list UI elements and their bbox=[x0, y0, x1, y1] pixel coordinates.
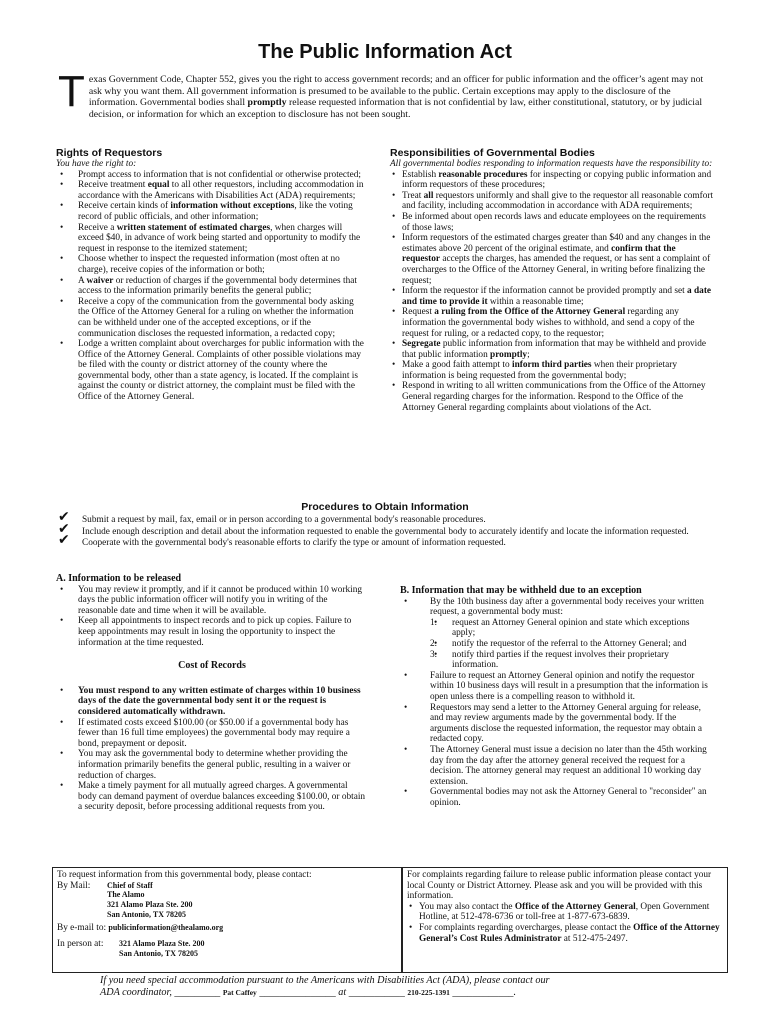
ada-phone: 210-225-1391 bbox=[407, 988, 450, 997]
checkmark-icon: ✔ bbox=[58, 520, 70, 537]
list-item: • Receive a written statement of estimated charges, when charges will exceed $40, in advance of work being started and opportunity to modify the request in response to the itemized statement; bbox=[56, 223, 366, 255]
intro-paragraph bbox=[56, 67, 710, 120]
mail-line: Chief of Staff bbox=[107, 880, 153, 890]
procedures-checklist bbox=[56, 509, 716, 550]
list-item: • A waiver or reduction of charges if the governmental body determines that access to the information primarily benefits the general public; bbox=[56, 276, 366, 297]
intro-text: exas Government Code, Chapter 552, gives you the right to access government records; and an officer for public information and the officer’s agent may not ask why you want them. All government information is presumed to be available to the public. Certain exceptions may apply to the disclosure of the information. Governmental bodies shall bbox=[88, 74, 704, 109]
list-item: • For complaints regarding overcharges, please contact the Office of the Attorney General’s Cost Rules Administrator at 512-475-2497. bbox=[407, 923, 723, 944]
document-title: The Public Information Act bbox=[258, 41, 512, 63]
procedures-heading: Procedures to Obtain Information bbox=[301, 501, 469, 513]
list-item: • Be informed about open records laws and educate employees on the requirements of those laws; bbox=[390, 212, 715, 233]
checkmark-icon: ✔ bbox=[58, 532, 70, 549]
list-item: • You may review it promptly, and if it cannot be produced within 10 working days the public information officer will notify you in writing of the reasonable date and time when it will be available. bbox=[56, 585, 368, 617]
contact-person bbox=[57, 939, 205, 958]
section-a-heading: A. Information to be released bbox=[56, 573, 182, 584]
list-item: • 1. request an Attorney General opinion and state which exceptions apply; bbox=[430, 618, 712, 639]
ada-coordinator: Pat Caffey bbox=[222, 988, 257, 997]
complaints-intro: For complaints regarding failure to release public information please contact your local County or District Attorney. Please ask and you will be provided with this information. bbox=[407, 870, 712, 902]
ada-notice bbox=[100, 975, 700, 999]
rights-heading: Rights of Requestors bbox=[56, 147, 163, 159]
contact-mail bbox=[57, 881, 193, 920]
list-item: • Receive certain kinds of information without exceptions, like the voting record of public officials, and other information; bbox=[56, 201, 366, 222]
rights-subheading: You have the right to: bbox=[56, 159, 137, 169]
list-item: • Receive a copy of the communication from the governmental body asking the Office of the Attorney General for a ruling on whether the information can be withheld under one of the accepted exceptions, or if the communication discloses the requested information, a redacted copy; bbox=[56, 297, 366, 339]
list-item: • Prompt access to information that is not confidential or otherwise protected; bbox=[56, 170, 366, 181]
ada-line-2: ADA coordinator, _________ Pat Caffey _______________ at ___________ 210-225-1391 ____________. bbox=[100, 987, 517, 998]
list-item: • You must respond to any written estimate of charges within 10 business days of the date the governmental body sent it or the request is considered automatically withdrawn. bbox=[56, 686, 368, 718]
list-item: • Respond in writing to all written communications from the Office of the Attorney General regarding charges for the information. Respond to the Office of the Attorney General regarding complaints about violations of the Act. bbox=[390, 381, 715, 413]
list-item: • The Attorney General must issue a decision no later than the 45th working day from the day after the attorney general received the request for a decision. The attorney general may request an additional 10 working day extension. bbox=[400, 745, 712, 787]
list-item: • Inform the requestor if the information cannot be provided promptly and set a date and time to provide it within a reasonable time; bbox=[390, 286, 715, 307]
responsibilities-section bbox=[390, 147, 715, 413]
list-item: • Request a ruling from the Office of the Attorney General regarding any information the governmental body wishes to withhold, and send a copy of the request for ruling, or a redacted copy, to the requestor; bbox=[390, 307, 715, 339]
email-label: By e-mail to: bbox=[57, 923, 107, 934]
list-item: • Choose whether to inspect the requested information (most often at no charge), receive copies of the information or both; bbox=[56, 254, 366, 275]
list-item: ✔ Cooperate with the governmental body's reasonable efforts to clarify the type or amount of information requested. bbox=[58, 532, 506, 549]
responsibilities-heading: Responsibilities of Governmental Bodies bbox=[390, 147, 595, 159]
person-line: 321 Alamo Plaza Ste. 200 bbox=[119, 939, 205, 948]
contact-intro: To request information from this governmental body, please contact: bbox=[57, 870, 312, 880]
mail-line: 321 Alamo Plaza Ste. 200 bbox=[107, 900, 193, 909]
section-a-list bbox=[56, 585, 368, 649]
list-item: • Governmental bodies may not ask the Attorney General to "reconsider" an opinion. bbox=[400, 787, 712, 808]
list-item: • Treat all requestors uniformly and shall give to the requestor all reasonable comfort and facility, including accommodation in accordance with ADA requirements; bbox=[390, 191, 715, 212]
rights-section bbox=[56, 147, 366, 403]
list-item: • Keep all appointments to inspect records and to pick up copies. Failure to keep appointments may result in losing the opportunity to inspect the information at the time requested. bbox=[56, 616, 368, 648]
drop-cap: T bbox=[58, 67, 85, 116]
list-item: ✔ Include enough description and detail about the information requested to enable the governmental body to accurately identify and locate the information requested. bbox=[58, 520, 689, 537]
section-b-list bbox=[400, 597, 712, 809]
section-b-sublist bbox=[430, 618, 712, 671]
section-b-heading: B. Information that may be withheld due to an exception bbox=[400, 585, 642, 596]
contact-box bbox=[52, 867, 402, 973]
list-item: • Lodge a written complaint about overcharges for public information with the Office of the Attorney General. Complaints of other possible violations may be filed with the county or district attorney of the county where the governmental body, other than a state agency, is located. If the complaint is against the county or district attorney, the complaint must be filed with the Office of the Attorney General. bbox=[56, 339, 366, 403]
list-item: • Failure to request an Attorney General opinion and notify the requestor within 10 business days will result in a presumption that the information is open unless there is a compelling reason to withhold it. bbox=[400, 671, 712, 703]
checkmark-icon: ✔ bbox=[58, 509, 70, 525]
mail-line: The Alamo bbox=[107, 890, 145, 900]
responsibilities-list bbox=[390, 170, 715, 414]
email-link[interactable]: publicinformation@thealamo.org bbox=[108, 923, 224, 933]
list-item: ✔ Submit a request by mail, fax, email or in person according to a governmental body's reasonable procedures. bbox=[58, 509, 486, 525]
person-line: San Antonio, TX 78205 bbox=[119, 948, 198, 958]
list-item: • If estimated costs exceed $100.00 (or $50.00 if a governmental body has fewer than 16 full time employees) the governmental body may require a bond, prepayment or deposit. bbox=[56, 718, 368, 750]
rights-list bbox=[56, 170, 366, 403]
list-item: • 2. notify the requestor of the referral to the Attorney General; and bbox=[430, 639, 712, 650]
ada-line-1: If you need special accommodation pursuant to the Americans with Disabilities Act (ADA), please contact our bbox=[100, 975, 550, 986]
list-item: • By the 10th business day after a governmental body receives your written request, a governmental body must: • 1. request an Attorney General opinion and state which exceptions apply; • 2. notify the requestor of the referral to the Attorney General; and • 3. notify third parties if the request involves their proprietary information. bbox=[400, 597, 712, 671]
list-item: • Establish reasonable procedures for inspecting or copying public information and inform requestors of these procedures; bbox=[390, 170, 715, 191]
intro-bold: promptly bbox=[247, 97, 287, 109]
list-item: • Inform requestors of the estimated charges greater than $40 and any changes in the estimates above 20 percent of the original estimate, and confirm that the requestor accepts the charges, has amended the request, or has sent a complaint of overcharges to the Office of the Attorney General, in writing before finalizing the request; bbox=[390, 233, 715, 286]
list-item: • Receive treatment equal to all other requestors, including accommodation in accordance with the Americans with Disabilities Act (ADA) requirements; bbox=[56, 180, 366, 201]
list-item: • Segregate public information from information that may be withheld and provide that public information promptly; bbox=[390, 339, 715, 360]
list-item: • You may ask the governmental body to determine whether providing the information primarily benefits the general public, resulting in a waiver or reduction of charges. bbox=[56, 749, 368, 781]
intro-text-end: release requested information that is not confidential by law, either constitutional, statutory, or by judicial decision, or information for which an exception to disclosure has not been sought. bbox=[88, 97, 703, 120]
list-item: • 3. notify third parties if the request involves their proprietary information. bbox=[430, 650, 712, 671]
cost-heading: Cost of Records bbox=[178, 660, 246, 672]
complaints-list bbox=[407, 902, 723, 944]
list-item: • Make a good faith attempt to inform third parties when their proprietary information is being requested from the governmental body; bbox=[390, 360, 715, 381]
list-item: • Requestors may send a letter to the Attorney General arguing for release, and may review arguments made by the governmental body. If the arguments disclose the requested information, the requestor may obtain a redacted copy. bbox=[400, 703, 712, 745]
mail-line: San Antonio, TX 78205 bbox=[107, 909, 186, 919]
section-b bbox=[400, 586, 712, 808]
cost-list bbox=[56, 686, 368, 813]
responsibilities-subheading: All governmental bodies responding to information requests have the responsibility to: bbox=[390, 159, 713, 169]
section-a bbox=[56, 574, 368, 813]
list-item: • You may also contact the Office of the Attorney General, Open Government Hotline, at 512-478-6736 or toll-free at 1-877-673-6839. bbox=[407, 902, 723, 923]
person-label: In person at: bbox=[57, 939, 104, 949]
list-item: • Make a timely payment for all mutually agreed charges. A governmental body can demand payment of overdue balances exceeding $100.00, or obtain a security deposit, before processing additional requests from you. bbox=[56, 781, 368, 813]
mail-label: By Mail: bbox=[57, 880, 91, 891]
complaints-box bbox=[402, 867, 728, 973]
